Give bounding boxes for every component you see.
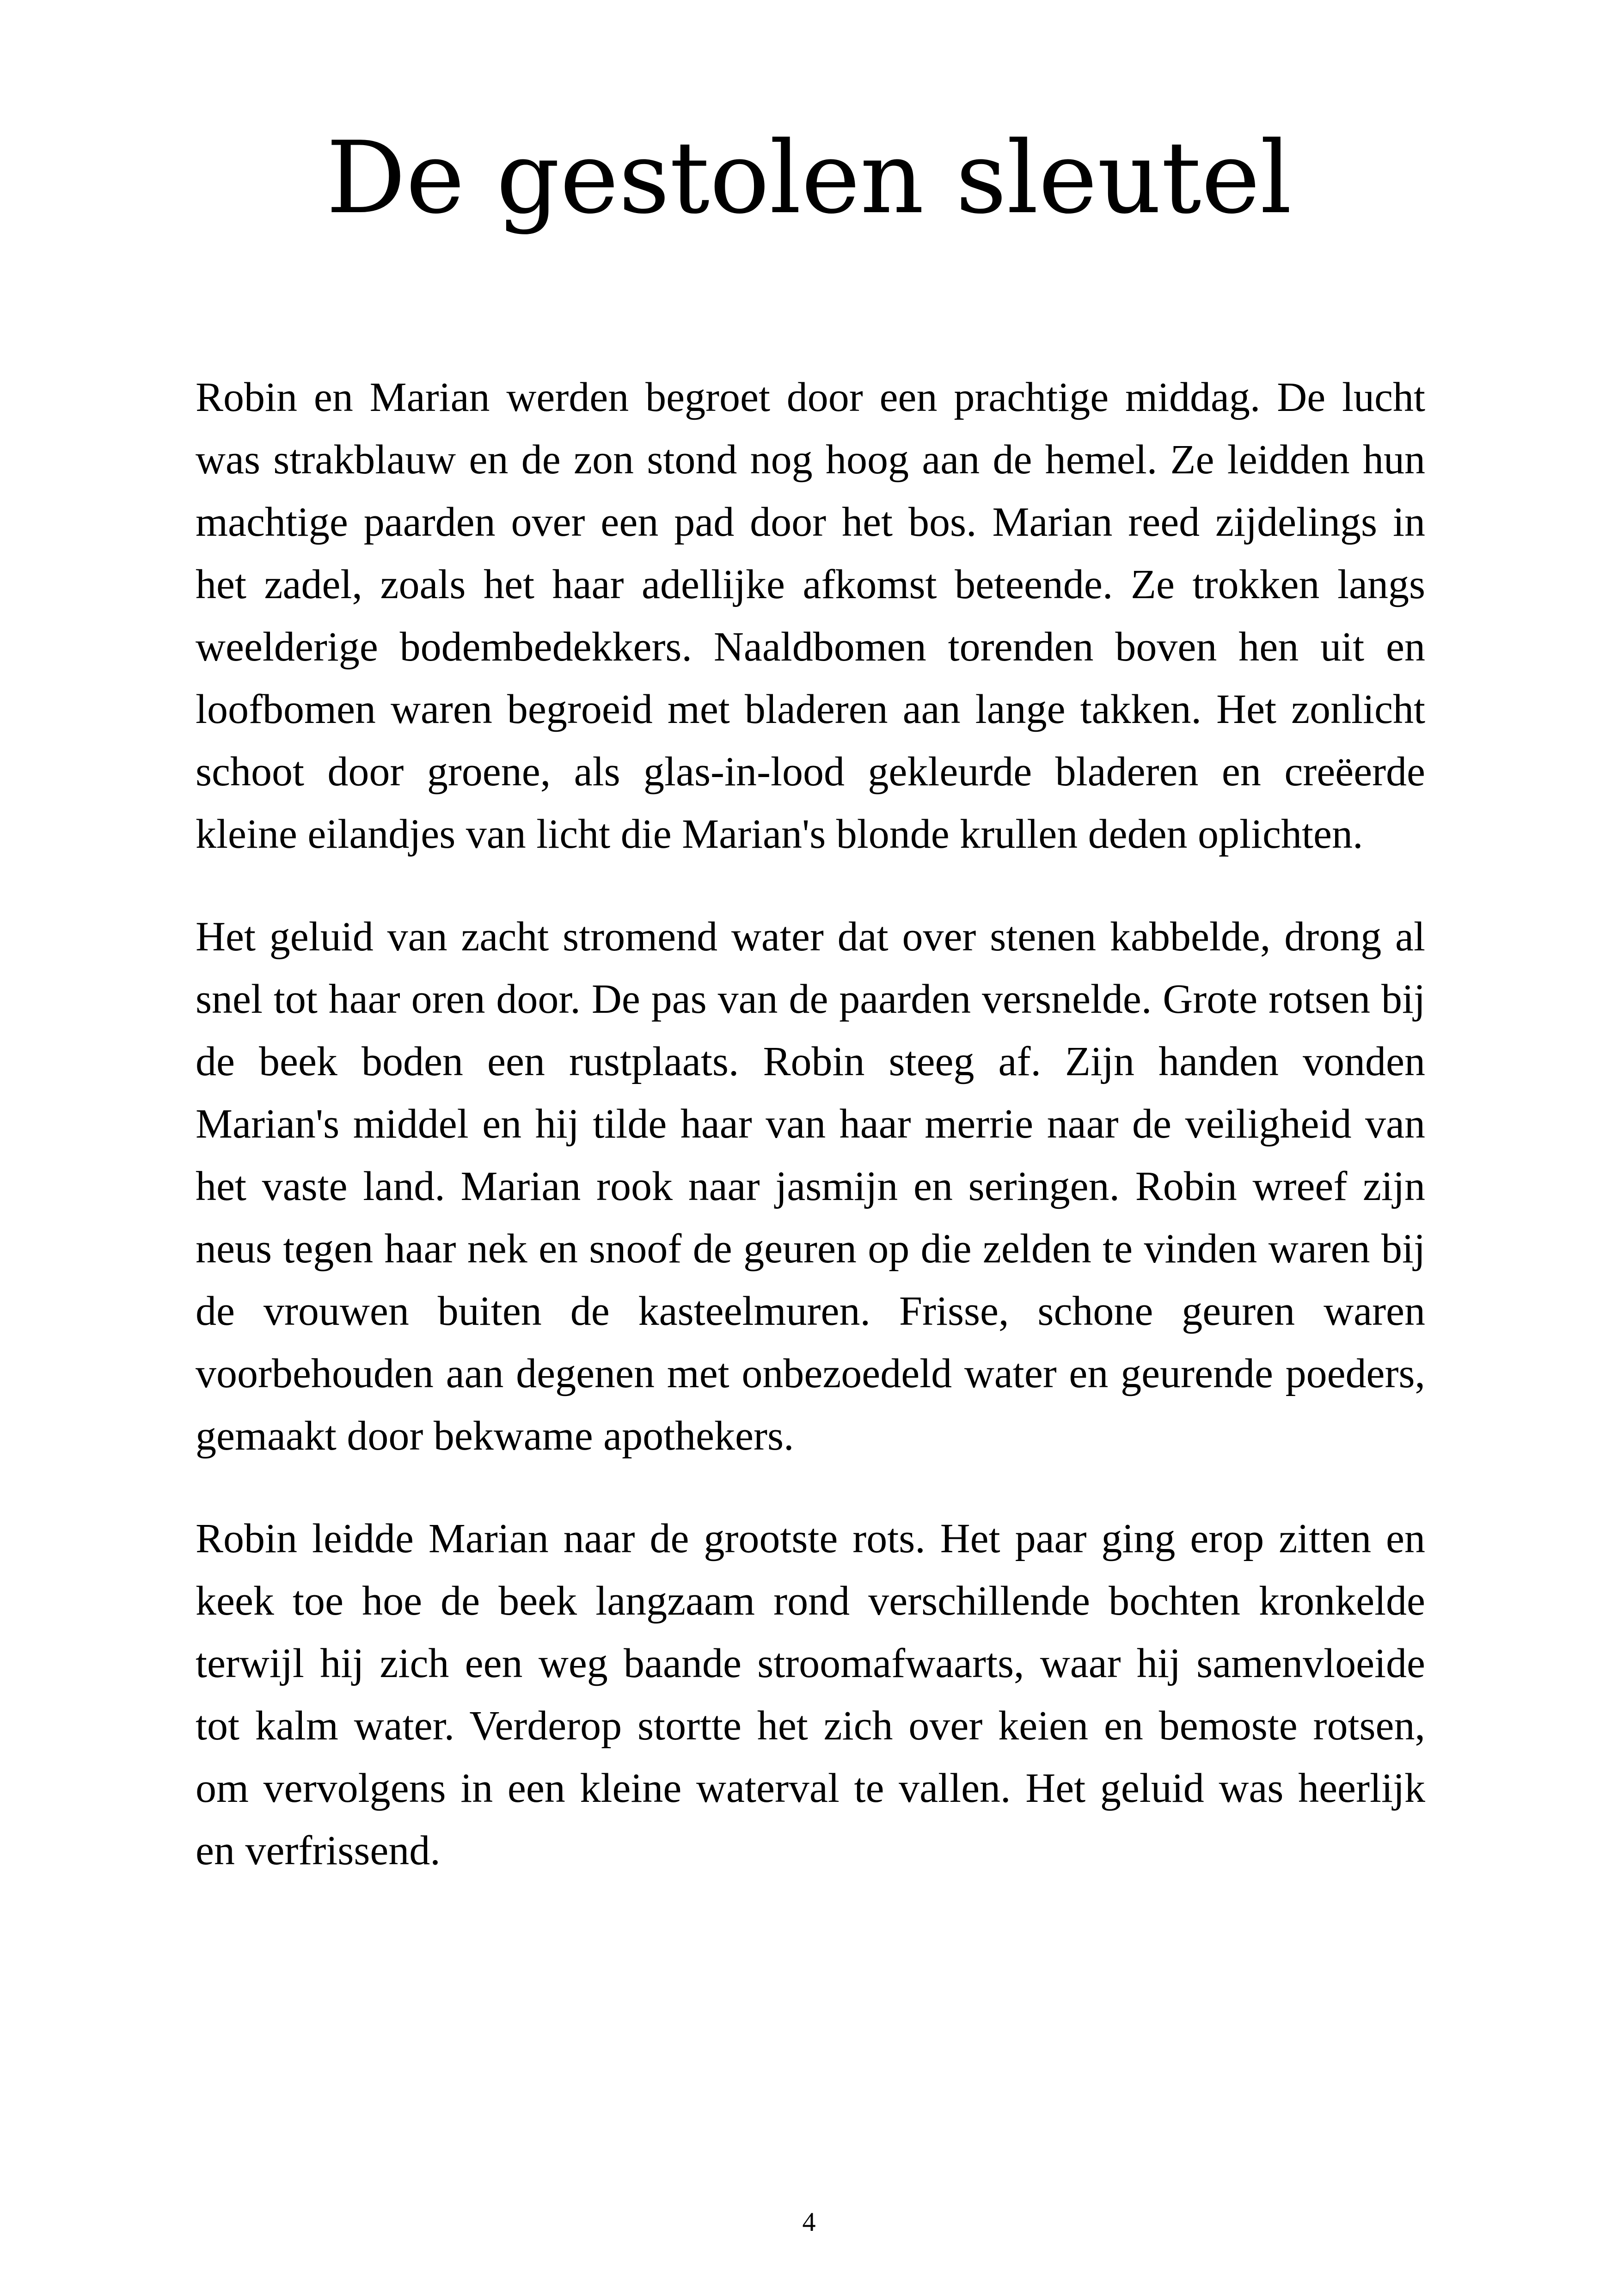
page-number: 4 <box>802 2207 816 2237</box>
page-title: De gestolen sleutel <box>326 120 1292 236</box>
body-text <box>196 366 1425 1922</box>
paragraph-2: Het geluid van zacht stromend water dat over stenen kabbelde, drong al snel tot haar oren door. De pas van de paarden versnelde. Grote rotsen bij de beek boden een rustplaats. Robin steeg af. Zijn handen vonden Marian's middel en hij tilde haar van haar merrie naar de veiligheid van het vaste land. Marian rook naar jasmijn en seringen. Robin wreef zijn neus tegen haar nek en snoof de geuren op die zelden te vinden waren bij de vrouwen buiten de kasteelmuren. Frisse, schone geuren waren voorbehouden aan degenen met onbezoedeld water en geurende poeders, gemaakt door bekwame apothekers. <box>196 914 1425 1459</box>
paragraph-1: Robin en Marian werden begroet door een prachtige middag. De lucht was strakblauw en de zon stond nog hoog aan de hemel. Ze leidden hun machtige paarden over een pad door het bos. Marian reed zijdelings in het zadel, zoals het haar adellijke afkomst beteende. Ze trokken langs weelderige bodembedekkers. Naaldbomen torenden boven hen uit en loofbomen waren begroeid met bladeren aan lange takken. Het zonlicht schoot door groene, als glas-in-lood gekleurde bladeren en creëerde kleine eilandjes van licht die Marian's blonde krullen deden oplichten. <box>196 374 1425 857</box>
paragraph-3: Robin leidde Marian naar de grootste rots. Het paar ging erop zitten en keek toe hoe de beek langzaam rond verschillende bochten kronkelde terwijl hij zich een weg baande stroomafwaarts, waar hij samenvloeide tot kalm water. Verderop stortte het zich over keien en bemoste rotsen, om vervolgens in een kleine waterval te vallen. Het geluid was heerlijk en verfrissend. <box>196 1516 1425 1874</box>
